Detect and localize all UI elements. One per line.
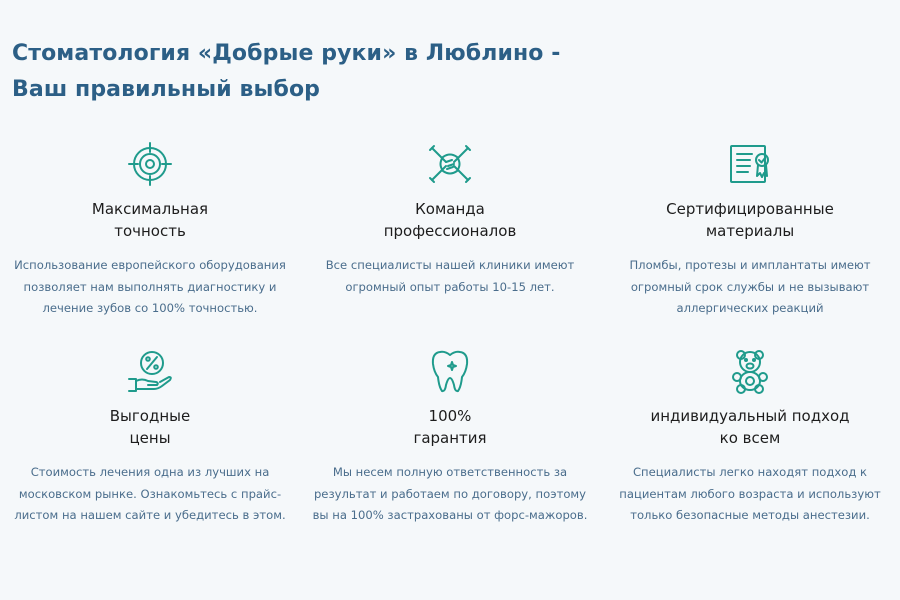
teamwork-hands-icon [426,140,474,188]
certificate-icon [726,140,774,188]
feature-description-line: московском рынке. Ознакомьтесь с прайс- [18,486,282,501]
teddy-bear-icon [726,347,774,395]
page-title [12,36,560,108]
target-icon [126,140,174,188]
feature-precision [0,140,300,320]
feature-individual-approach [600,347,900,527]
feature-title [0,198,300,242]
feature-description-line: Пломбы, протезы и имплантаты имеют [629,258,871,272]
feature-title-line: Максимальная [91,200,209,218]
feature-description-line: листом на нашем сайте и убедитесь в этом. [14,508,286,522]
feature-description-line: огромный срок службы и не вызывают [630,279,870,294]
percent-hand-icon [126,347,174,395]
feature-description-line: лечение зубов со 100% точностью. [42,301,258,315]
page-title-line-1: Стоматология «Добрые руки» в Люблино - [12,41,561,66]
feature-title-line: цены [129,429,171,447]
feature-description-line: результат и работаем по договору, поэтому [313,486,587,501]
feature-title [600,198,900,242]
feature-certified-materials [600,140,900,320]
feature-description-line: пациентам любого возраста и используют [619,486,881,501]
feature-description-line: Мы несем полную ответственность за [332,465,568,479]
feature-description [0,462,300,527]
tooth-icon [426,347,474,395]
feature-guarantee [300,347,600,527]
feature-title-line: гарантия [413,429,487,447]
feature-title-line: Команда [415,200,485,218]
feature-title-line: точность [114,222,186,240]
feature-prices [0,347,300,527]
feature-description-line: огромный опыт работы 10-15 лет. [345,279,555,294]
feature-title [300,198,600,242]
feature-description-line: Все специалисты нашей клиники имеют [325,258,575,272]
feature-description-line: Использование европейского оборудования [14,258,286,272]
feature-title [0,405,300,449]
feature-title-line: ко всем [719,429,781,447]
feature-title [300,405,600,449]
feature-description [300,462,600,527]
feature-team [300,140,600,298]
feature-description-line: Стоимость лечения одна из лучших на [30,465,270,479]
feature-description-line: Специалисты легко находят подход к [632,465,868,479]
feature-description [0,255,300,320]
feature-title-line: Выгодные [109,407,191,425]
feature-title-line: профессионалов [383,222,517,240]
feature-title-line: 100% [428,407,472,425]
feature-description-line: позволяет нам выполнять диагностику и [23,279,277,294]
feature-title-line: материалы [705,222,795,240]
feature-description [600,255,900,320]
feature-description [600,462,900,527]
feature-description [300,255,600,298]
feature-title-line: Сертифицированные [666,200,834,218]
feature-description-line: вы на 100% застрахованы от форс-мажоров. [312,508,588,522]
page-title-line-2: Ваш правильный выбор [12,77,321,102]
feature-description-line: только безопасные методы анестезии. [630,508,870,522]
feature-title [600,405,900,449]
feature-description-line: аллергических реакций [676,301,824,315]
feature-title-line: индивидуальный подход [650,407,850,425]
